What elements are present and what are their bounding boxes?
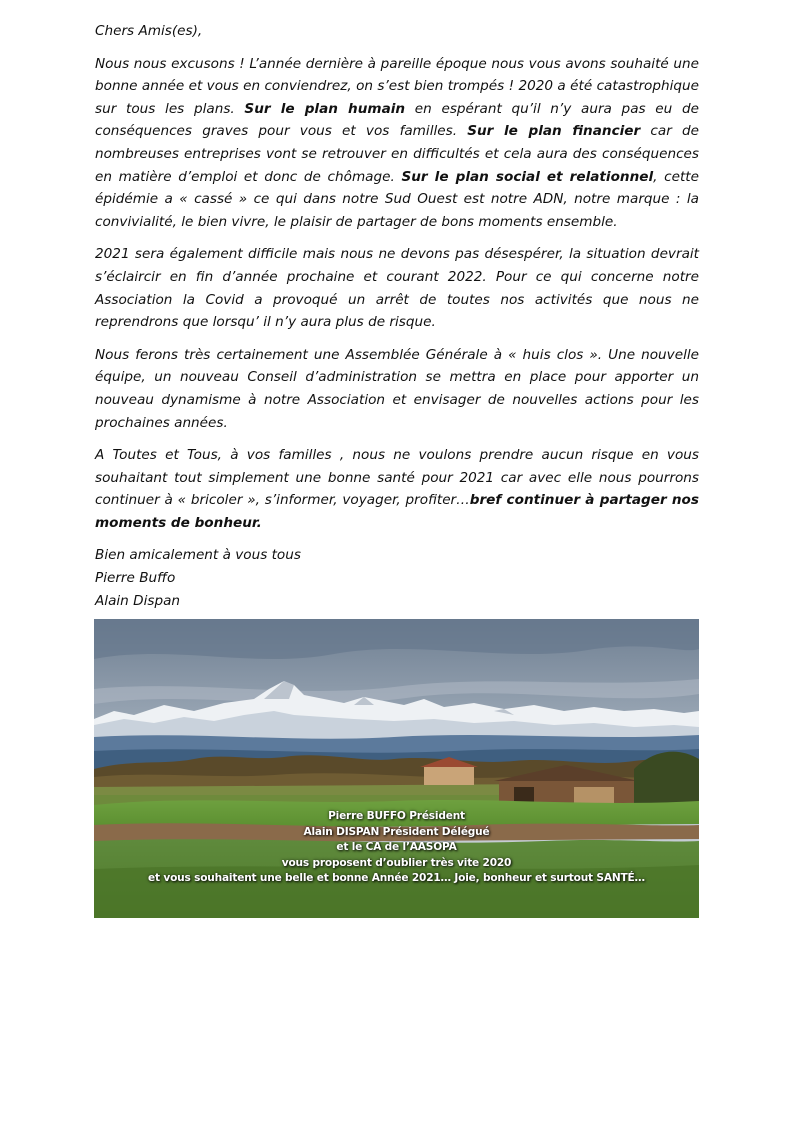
p4-text-2: . <box>256 514 262 531</box>
landscape-photo <box>94 619 699 918</box>
signer-pierre: Pierre Buffo <box>95 570 176 587</box>
caption-line-2: Alain DISPAN Président Délégué <box>303 825 490 838</box>
p4-bold-share: bref continuer à partager nos moments de bonheur <box>95 492 699 531</box>
p1-text-1: Nous nous excusons ! L’année dernière à pareille époque nous vous avons souhaité une bonne année et vous en conviendrez, on s’est bien trompés ! 2020 a été catastrophique sur tous les plans. <box>95 55 699 117</box>
caption-line-5: et vous souhaitent une belle et bonne Année 2021… Joie, bonheur et surtout SANTÉ… <box>148 872 645 885</box>
paragraph-4 <box>95 444 699 534</box>
p1-text-4: , cette épidémie a « cassé » ce qui dans notre Sud Ouest est notre ADN, notre marque : la convivialité, le bien vivre, le plaisir de partager de bons moments ensemble. <box>95 168 699 230</box>
paragraph-2: 2021 sera également difficile mais nous ne devons pas désespérer, la situation devrait s’éclaircir en fin d’année prochaine et courant 2022. Pour ce qui concerne notre Association la Covid a provoqué un arrêt de toutes nos activités que nous ne reprendrons que lorsqu’ il n’y aura plus de risque. <box>95 246 699 331</box>
caption-line-4: vous proposent d’oublier très vite 2020 <box>281 856 512 869</box>
paragraph-1 <box>95 53 699 234</box>
p1-text-2: en espérant qu’il n’y aura pas eu de conséquences graves pour vous et vos familles. <box>95 100 699 140</box>
letter-body <box>95 20 699 612</box>
closing-line: Bien amicalement à vous tous <box>95 547 301 564</box>
p1-bold-financial: Sur le plan financier <box>467 123 641 140</box>
greeting: Chers Amis(es), <box>95 23 203 39</box>
p4-text-1: A Toutes et Tous, à vos familles , nous ne voulons prendre aucun risque en vous souhaitant tout simplement une bonne santé pour 2021 car avec elle nous pourrons continuer à « bricoler », s’informer, voyager, profiter… <box>95 447 699 509</box>
p1-bold-social: Sur le plan social et relationnel <box>401 168 654 185</box>
caption-line-1: Pierre BUFFO Président <box>328 810 465 822</box>
signer-alain: Alain Dispan <box>95 592 181 609</box>
caption-line-3: et le CA de l’AASOPA <box>336 841 457 854</box>
p1-text-3: car de nombreuses entreprises vont se retrouver en difficultés et cela aura des conséquences en matière d’emploi et donc de chômage. <box>95 123 699 185</box>
photo-caption <box>94 809 699 887</box>
p1-bold-human: Sur le plan humain <box>244 100 406 117</box>
paragraph-3: Nous ferons très certainement une Assemblée Générale à « huis clos ». Une nouvelle équipe, un nouveau Conseil d’administration se mettra en place pour apporter un nouveau dynamisme à notre Association et envisager de nouvelles actions pour les prochaines années. <box>95 346 699 431</box>
